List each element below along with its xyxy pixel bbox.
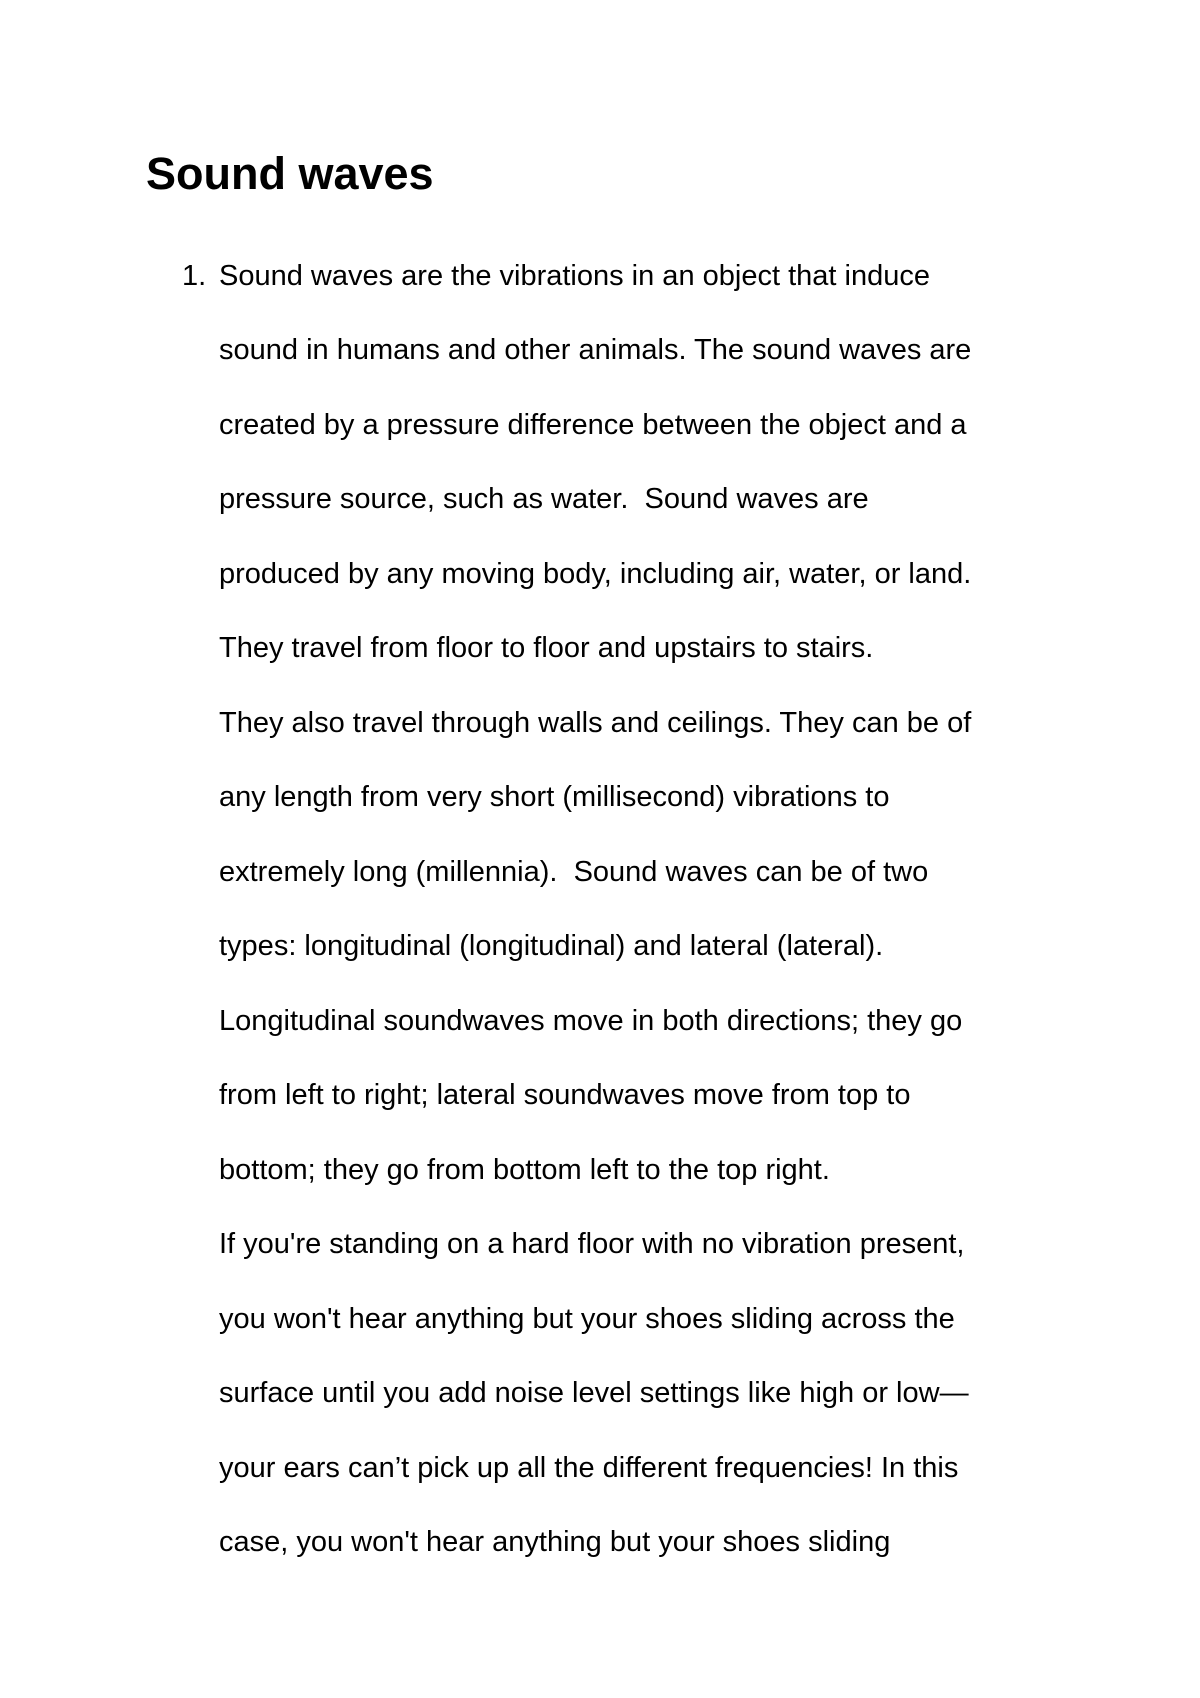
paragraph-line-8: any length from very short (millisecond) vibrations to	[219, 781, 890, 813]
paragraph-line-18: case, you won't hear anything but your shoes sliding	[219, 1526, 891, 1558]
paragraph-line-13: bottom; they go from bottom left to the top right.	[219, 1154, 830, 1186]
paragraph-line-1: Sound waves are the vibrations in an object that induce	[219, 260, 930, 292]
paragraph-line-9: extremely long (millennia). Sound waves can be of two	[219, 856, 929, 888]
paragraph-line-7: They also travel through walls and ceilings. They can be of	[219, 707, 972, 739]
paragraph-line-10: types: longitudinal (longitudinal) and lateral (lateral).	[219, 930, 884, 962]
page-title: Sound waves	[146, 148, 434, 199]
paragraph-line-4: pressure source, such as water. Sound waves are	[219, 483, 869, 515]
paragraph-line-12: from left to right; lateral soundwaves move from top to	[219, 1079, 911, 1111]
paragraph-line-5: produced by any moving body, including air, water, or land.	[219, 558, 972, 590]
list-item-number: 1.	[182, 260, 207, 292]
paragraph-line-14: If you're standing on a hard floor with no vibration present,	[219, 1228, 965, 1260]
paragraph-line-17: your ears can’t pick up all the different frequencies! In this	[219, 1452, 959, 1484]
paragraph-line-15: you won't hear anything but your shoes sliding across the	[219, 1303, 955, 1335]
paragraph-line-16: surface until you add noise level settings like high or low—	[219, 1377, 969, 1409]
paragraph-line-11: Longitudinal soundwaves move in both directions; they go	[219, 1005, 963, 1037]
paragraph-line-2: sound in humans and other animals. The sound waves are	[219, 334, 972, 366]
paragraph-line-6: They travel from floor to floor and upstairs to stairs.	[219, 632, 874, 664]
paragraph-line-3: created by a pressure difference between the object and a	[219, 409, 967, 441]
